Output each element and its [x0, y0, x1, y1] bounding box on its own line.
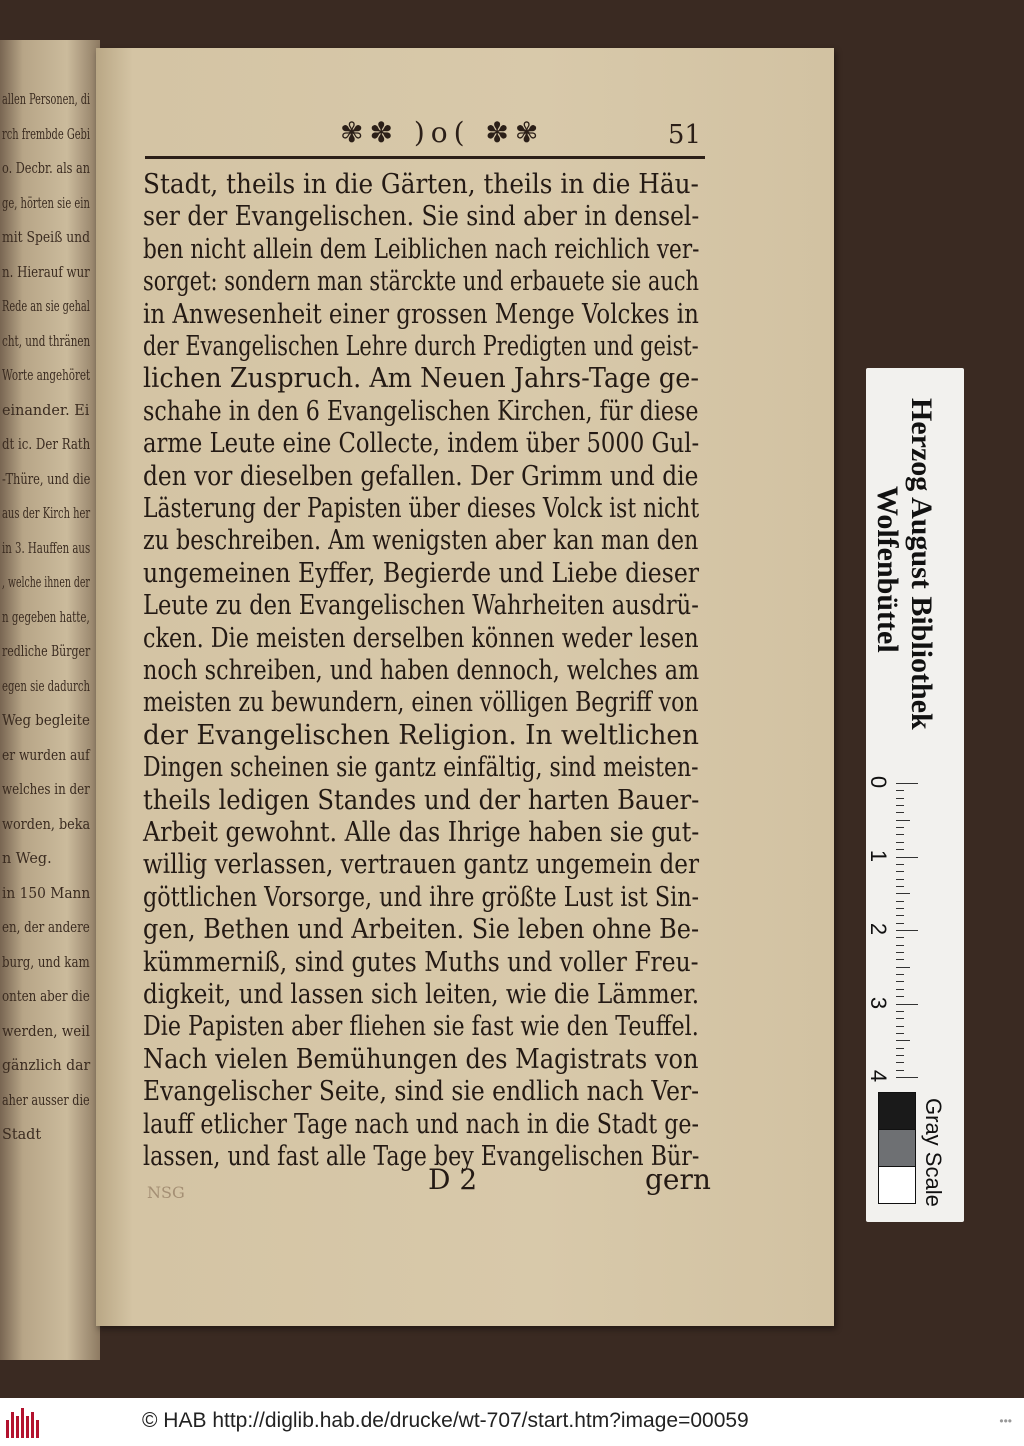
ruler-number: 2: [866, 922, 892, 936]
text-line: Die Papisten aber fliehen sie fast wie den Teuffel.: [143, 1011, 699, 1043]
ruler-tick: [896, 790, 904, 791]
ruler-tick: [896, 974, 904, 975]
ruler-tick: [896, 805, 904, 806]
left-page-line: Weg begleite: [2, 711, 90, 729]
left-page-line: Rede an sie gehal: [2, 297, 90, 315]
ruler-tick: [896, 820, 910, 821]
ruler-tick: [896, 1077, 918, 1078]
left-page-line: aher ausser die: [2, 1090, 90, 1109]
ruler-tick: [896, 981, 904, 982]
header-ornament: ✾✽ )o( ✽✾: [340, 116, 545, 149]
ruler-tick: [896, 834, 904, 835]
hab-logo-icon: [6, 1408, 40, 1438]
ruler-tick: [896, 849, 904, 850]
left-page-line: einander. Ei: [2, 400, 90, 419]
text-line: arme Leute eine Collecte, indem über 5000 Gul-: [143, 428, 700, 460]
left-page-line: , welche ihnen der: [2, 573, 90, 591]
text-line: Evangelischer Seite, sind sie endlich nach Ver-: [143, 1076, 700, 1108]
ruler-tick: [896, 915, 904, 916]
ruler-tick: [896, 1033, 904, 1034]
text-line: meisten zu bewundern, einen völligen Begriff von: [143, 687, 699, 719]
ruler-tick: [896, 1070, 904, 1071]
left-page-line: n Weg.: [2, 849, 52, 867]
faint-mark: NSG: [147, 1183, 185, 1202]
ruler-tick: [896, 937, 904, 938]
text-line: lassen, und fast alle Tage bey Evangelischen Bür-: [143, 1141, 700, 1172]
text-line: der Evangelischen Religion. In weltlichen: [143, 719, 699, 751]
left-page-line: -Thüre, und die: [2, 469, 91, 488]
left-page-line: n. Hierauf wur: [2, 262, 90, 281]
ruler-number: 4: [866, 1069, 892, 1083]
left-page-line: gänzlich dar: [2, 1056, 91, 1074]
text-line: ungemeinen Eyffer, Begierde und Liebe dieser: [143, 557, 700, 589]
ruler-tick: [896, 783, 918, 784]
left-page-line: worden, beka: [2, 814, 91, 833]
ruler-tick: [896, 893, 910, 894]
left-page-line: allen Personen, di: [2, 90, 91, 108]
left-page-line: aus der Kirch her: [2, 504, 91, 522]
left-page-line: er wurden auf: [2, 745, 90, 764]
text-line: willig verlassen, vertrauen gantz ungemein der: [143, 849, 700, 881]
gray-scale-label: Gray Scale: [921, 1098, 946, 1207]
ruler-tick: [896, 930, 918, 931]
text-line: ser der Evangelischen. Sie sind aber in densel-: [143, 201, 700, 233]
ruler-tick: [896, 1004, 918, 1005]
ruler-tick: [896, 967, 910, 968]
ruler-number: 3: [866, 996, 892, 1009]
swatch-white: [878, 1166, 916, 1204]
ruler-tick: [896, 864, 904, 865]
ruler-tick: [896, 879, 904, 880]
text-line: Arbeit gewohnt. Alle das Ihrige haben sie gut-: [143, 817, 700, 848]
text-line: Stadt, theils in die Gärten, theils in die Häu-: [143, 169, 699, 200]
ruler-tick: [896, 827, 904, 828]
color-ruler-card: [866, 368, 964, 1222]
left-page-line: o. Decbr. als an: [2, 159, 91, 177]
text-line: theils ledigen Standes und der harten Bauer-: [143, 784, 700, 816]
text-line: Dingen scheinen sie gantz einfältig, sind meisten-: [143, 752, 699, 784]
ruler-tick: [896, 1062, 904, 1063]
left-page-line: in 3. Hauffen aus: [2, 538, 91, 557]
text-line: gen, Bethen und Arbeiten. Sie leben ohne Be-: [143, 914, 700, 946]
left-page-line: n gegeben hatte,: [2, 607, 90, 626]
signature-mark: D 2: [428, 1163, 478, 1196]
ruler-tick: [896, 959, 904, 960]
ruler-tick: [896, 857, 918, 858]
footer-bar: [0, 1398, 1024, 1446]
left-page-line: redliche Bürger: [2, 642, 91, 660]
copyright-url[interactable]: © HAB http://diglib.hab.de/drucke/wt-707/start.htm?image=00059: [142, 1409, 749, 1432]
text-line: der Evangelischen Lehre durch Predigten und geist-: [143, 331, 699, 362]
left-page-fragment: [0, 40, 100, 1360]
left-page-line: in 150 Mann: [2, 883, 91, 902]
library-city: Wolfenbüttel: [871, 486, 904, 653]
ruler-number: 0: [866, 775, 892, 789]
page-number: 51: [667, 120, 701, 150]
ruler-tick: [896, 842, 904, 843]
catchword: gern: [645, 1163, 711, 1196]
left-page-line: onten aber die: [2, 987, 90, 1005]
ruler-tick: [896, 1040, 910, 1041]
ruler-tick: [896, 945, 904, 946]
text-line: den vor dieselben gefallen. Der Grimm und die: [143, 460, 699, 492]
ruler-tick: [896, 989, 904, 990]
ruler-tick: [896, 952, 904, 953]
text-line: cken. Die meisten derselben können weder lesen: [143, 622, 699, 654]
ruler-tick: [896, 923, 904, 924]
ruler-number: 1: [866, 849, 892, 862]
ruler-tick: [896, 901, 904, 902]
header-rule: [145, 156, 705, 159]
swatch-gray: [878, 1129, 916, 1167]
text-line: sorget: sondern man stärckte und erbauete sie auch: [143, 266, 700, 298]
page-header: [145, 112, 705, 160]
left-page-line: ge, hörten sie ein: [2, 193, 90, 212]
ruler-tick: [896, 1018, 904, 1019]
left-page-line: egen sie dadurch: [2, 676, 91, 695]
ruler-tick: [896, 886, 904, 887]
left-page-line: rch frembde Gebi: [2, 124, 90, 143]
text-line: digkeit, und lassen sich leiten, wie die Lämmer.: [143, 979, 700, 1010]
text-line: Nach vielen Bemühungen des Magistrats von: [143, 1043, 699, 1075]
text-line: ben nicht allein dem Leiblichen nach reichlich ver-: [143, 233, 700, 265]
text-line: in Anwesenheit einer grossen Menge Volckes in: [143, 298, 699, 330]
text-line: Lästerung der Papisten über dieses Volck ist nicht: [143, 493, 700, 524]
left-page-line: Stadt: [2, 1125, 42, 1143]
text-line: göttlichen Vorsorge, und ihre größte Lust ist Sin-: [143, 881, 700, 913]
library-name: Herzog August Bibliothek: [905, 398, 938, 730]
text-line: noch schreiben, und haben dennoch, welches am: [143, 655, 700, 686]
text-line: kümmerniß, sind gutes Muths und voller Freu-: [143, 946, 699, 978]
text-line: schahe in den 6 Evangelischen Kirchen, für diese: [143, 395, 699, 427]
text-line: lauff etlicher Tage nach und nach in die Stadt ge-: [143, 1108, 700, 1140]
ruler-tick: [896, 798, 904, 799]
ruler-tick: [896, 871, 904, 872]
swatch-black: [878, 1092, 916, 1130]
left-page-line: dt ic. Der Rath: [2, 435, 91, 453]
text-line: Leute zu den Evangelischen Wahrheiten ausdrü-: [143, 590, 699, 622]
ruler-tick: [896, 996, 904, 997]
text-line: lichen Zuspruch. Am Neuen Jahrs-Tage ge-: [143, 363, 699, 395]
text-line: zu beschreiben. Am wenigsten aber kan man den: [143, 525, 699, 557]
left-page-line: mit Speiß und: [2, 228, 91, 246]
left-page-line: welches in der: [2, 780, 90, 798]
left-page-line: burg, und kam: [2, 952, 90, 971]
left-page-line: en, der andere: [2, 918, 90, 936]
ruler-tick: [896, 812, 904, 813]
left-page-line: cht, und thränen: [2, 331, 91, 350]
ruler-tick: [896, 1055, 904, 1056]
ruler-tick: [896, 1011, 904, 1012]
ruler-tick: [896, 1048, 904, 1049]
left-page-line: werden, weil: [2, 1021, 90, 1040]
footer-dots: •••: [999, 1414, 1012, 1428]
left-page-line: Worte angehöret: [2, 366, 91, 384]
ruler-tick: [896, 908, 904, 909]
ruler-tick: [896, 1026, 904, 1027]
